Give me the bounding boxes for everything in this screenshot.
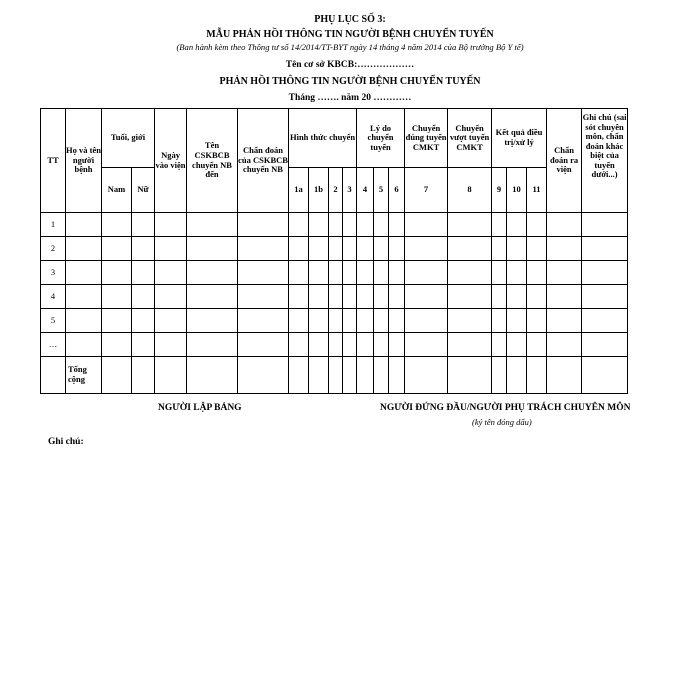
table-row [41, 285, 628, 309]
subheader-reason-5: 5 [374, 168, 389, 213]
total-label: Tổng cộng [66, 357, 102, 394]
row-number: 4 [41, 285, 66, 309]
header-transfer-reason: Lý do chuyển tuyến [357, 109, 405, 168]
subheader-form-3: 3 [343, 168, 357, 213]
subheader-correct-7: 7 [405, 168, 448, 213]
subheader-form-2: 2 [329, 168, 343, 213]
subheader-form-1a: 1a [289, 168, 309, 213]
header-admission-date: Ngày vào viện [155, 109, 187, 213]
header-discharge-diagnosis: Chẩn đoán ra viện [547, 109, 582, 213]
total-row [41, 357, 628, 394]
header-patient-name: Họ và tên người bệnh [66, 109, 102, 213]
head-signature-label: NGƯỜI ĐỨNG ĐẦU/NGƯỜI PHỤ TRÁCH CHUYÊN MÔN [380, 403, 631, 413]
month-year-line: Tháng ……. năm 20 ………… [288, 93, 412, 103]
header-correct-level: Chuyển đúng tuyến CMKT [405, 109, 448, 168]
row-number: 3 [41, 261, 66, 285]
header-tt: TT [41, 109, 66, 213]
table-row [41, 213, 628, 237]
table-row [41, 309, 628, 333]
header-treatment-result: Kết quả điều trị/xử lý [492, 109, 547, 168]
subheader-reason-6: 6 [389, 168, 405, 213]
sign-and-stamp-note: (ký tên đóng dấu) [472, 417, 532, 427]
notes-label: Ghi chú: [48, 437, 84, 447]
header-transfer-form: Hình thức chuyển [289, 109, 357, 168]
preparer-signature-label: NGƯỜI LẬP BẢNG [158, 403, 242, 413]
row-number: 5 [41, 309, 66, 333]
issued-by-note: (Ban hành kèm theo Thông tư số 14/2014/TT-BYT ngày 14 tháng 4 năm 2014 của Bộ trưởng Bộ Y tế) [176, 42, 524, 52]
subheader-over-8: 8 [448, 168, 492, 213]
header-notes: Ghi chú (sai sót chuyên môn, chẩn đoán khác biệt của tuyến dưới...) [582, 109, 628, 213]
table-row [41, 261, 628, 285]
table-row [41, 333, 628, 357]
row-number: 2 [41, 237, 66, 261]
report-title: PHẢN HỒI THÔNG TIN NGƯỜI BỆNH CHUYỂN TUYẾN [219, 76, 481, 87]
subheader-male: Nam [102, 168, 132, 213]
subheader-result-10: 10 [507, 168, 527, 213]
subheader-result-9: 9 [492, 168, 507, 213]
referral-feedback-table [40, 108, 628, 394]
subheader-female: Nữ [132, 168, 155, 213]
header-sending-facility: Tên CSKBCB chuyển NB đến [187, 109, 238, 213]
header-sending-diagnosis: Chẩn đoán của CSKBCB chuyển NB [238, 109, 289, 213]
row-number: 1 [41, 213, 66, 237]
subheader-result-11: 11 [527, 168, 547, 213]
subheader-reason-4: 4 [357, 168, 374, 213]
facility-name-line: Tên cơ sở KBCB:……………… [285, 60, 415, 70]
header-over-level: Chuyển vượt tuyến CMKT [448, 109, 492, 168]
subheader-form-1b: 1b [309, 168, 329, 213]
appendix-heading: PHỤ LỤC SỐ 3: [314, 14, 386, 25]
header-age-sex: Tuổi, giới [102, 109, 155, 168]
row-number: … [41, 333, 66, 357]
table-row [41, 237, 628, 261]
form-title: MẪU PHẢN HỒI THÔNG TIN NGƯỜI BỆNH CHUYỂN TUYẾN [206, 29, 494, 40]
